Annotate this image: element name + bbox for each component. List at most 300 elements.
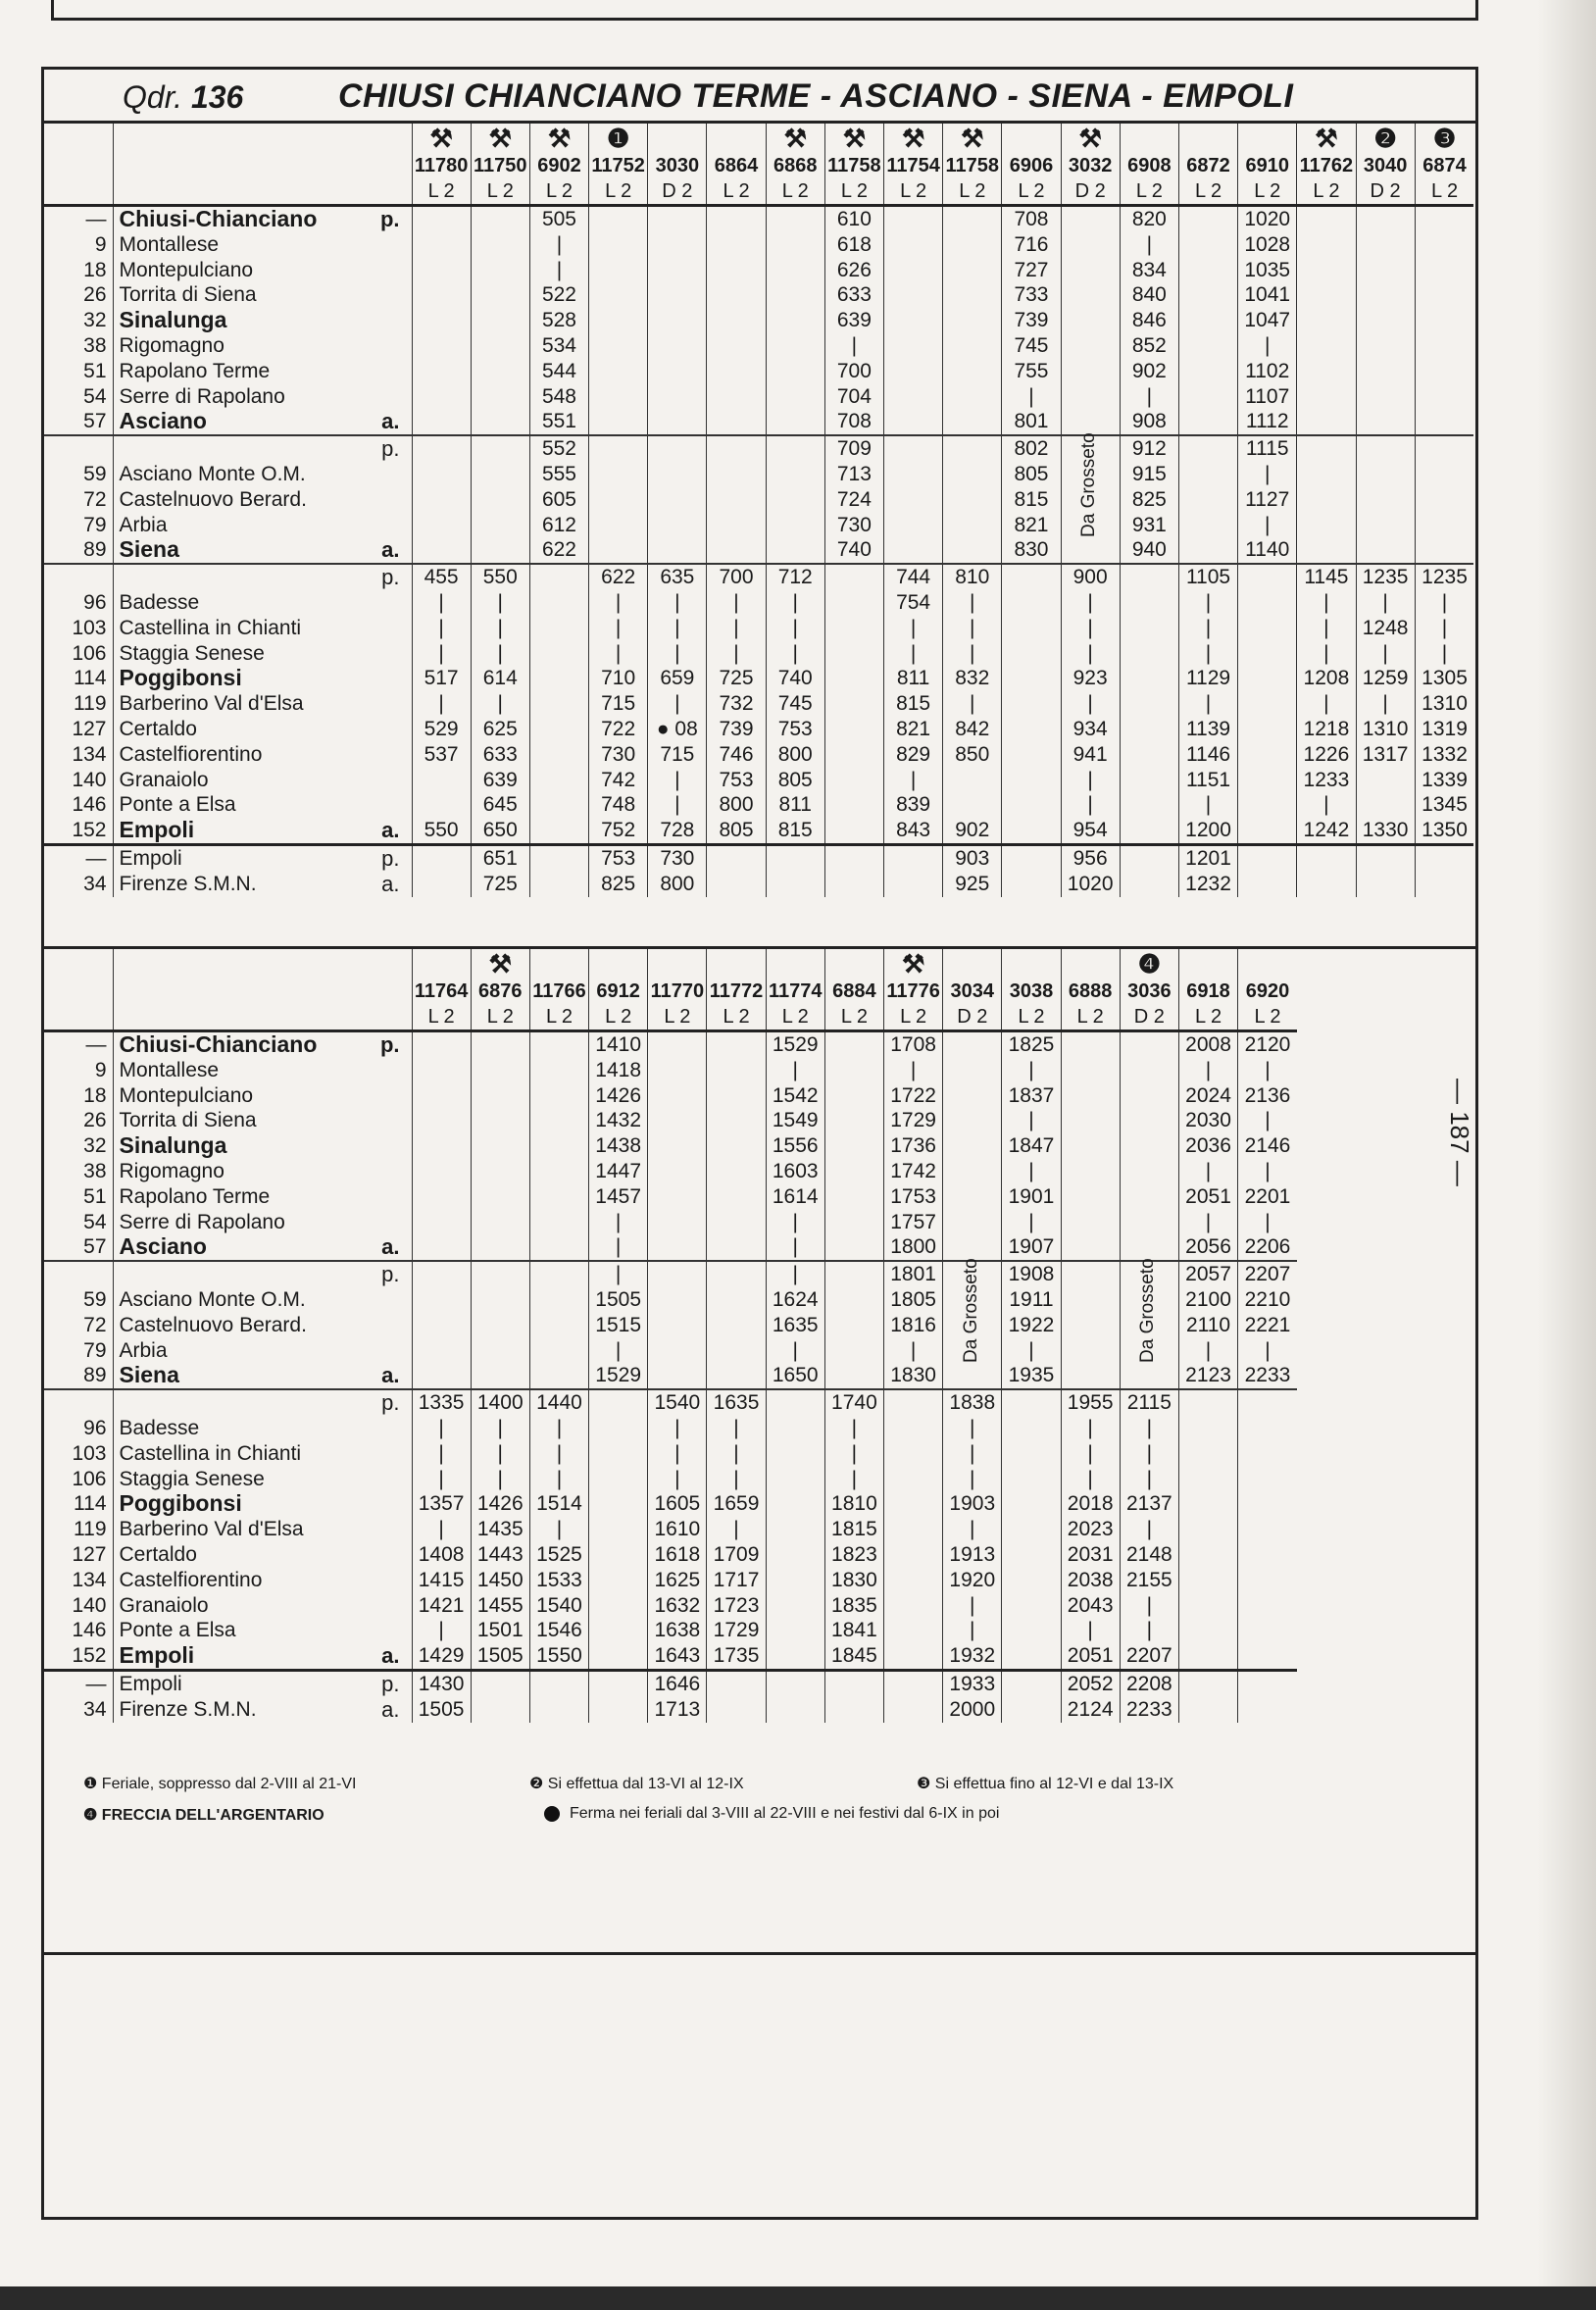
footnote-4: ❹ FRECCIA DELL'ARGENTARIO bbox=[83, 1807, 324, 1824]
time-cell bbox=[766, 435, 824, 462]
time-cell: 852 bbox=[1120, 333, 1178, 359]
time-cell bbox=[943, 1210, 1002, 1235]
train-class: L 2 bbox=[471, 178, 529, 206]
time-cell: 1330 bbox=[1356, 818, 1415, 844]
time-cell bbox=[412, 333, 471, 359]
time-cell bbox=[1297, 872, 1356, 897]
time-cell: 1525 bbox=[529, 1542, 588, 1568]
time-cell: 815 bbox=[766, 818, 824, 844]
time-cell bbox=[824, 768, 883, 793]
time-cell: | bbox=[1061, 1416, 1120, 1441]
time-cell: 1729 bbox=[884, 1108, 943, 1133]
station-label: Siena bbox=[119, 1363, 179, 1388]
time-cell: 1426 bbox=[589, 1083, 648, 1109]
time-cell: 1107 bbox=[1238, 384, 1297, 410]
timetable-row bbox=[44, 308, 1473, 333]
time-cell bbox=[766, 206, 824, 232]
time-cell bbox=[1297, 282, 1356, 308]
time-cell bbox=[943, 792, 1002, 818]
time-cell: 934 bbox=[1061, 717, 1120, 742]
time-cell: 1556 bbox=[766, 1133, 824, 1159]
time-cell bbox=[943, 1184, 1002, 1210]
time-cell: 1830 bbox=[884, 1363, 943, 1389]
time-cell bbox=[1061, 206, 1120, 232]
time-cell bbox=[1415, 513, 1473, 538]
time-cell: 544 bbox=[529, 359, 588, 384]
time-cell bbox=[1297, 537, 1356, 564]
time-cell: 1200 bbox=[1178, 818, 1237, 844]
train-class: L 2 bbox=[1415, 178, 1473, 206]
time-cell: 610 bbox=[824, 206, 883, 232]
time-cell: 753 bbox=[707, 768, 766, 793]
station-label: Castellina in Chianti bbox=[119, 1441, 302, 1465]
station-km: 26 bbox=[83, 283, 107, 307]
time-cell: | bbox=[471, 641, 529, 667]
time-cell bbox=[1120, 1031, 1178, 1058]
time-cell bbox=[529, 1697, 588, 1723]
station-label: Certaldo bbox=[119, 1542, 197, 1566]
time-cell bbox=[884, 282, 943, 308]
time-cell: 1242 bbox=[1297, 818, 1356, 844]
time-cell bbox=[824, 1133, 883, 1159]
time-cell bbox=[1178, 1542, 1237, 1568]
time-cell bbox=[943, 1234, 1002, 1261]
station-name bbox=[113, 333, 412, 359]
train-number: 6864 bbox=[707, 153, 766, 178]
station-name bbox=[113, 1593, 412, 1619]
time-cell bbox=[412, 435, 471, 462]
time-cell bbox=[943, 232, 1002, 258]
time-cell bbox=[1002, 1441, 1061, 1467]
time-cell bbox=[529, 1058, 588, 1083]
time-cell: 1922 bbox=[1002, 1313, 1061, 1338]
time-cell bbox=[1002, 792, 1061, 818]
time-cell bbox=[1061, 258, 1120, 283]
time-cell: 1729 bbox=[707, 1618, 766, 1643]
time-cell: 2023 bbox=[1061, 1517, 1120, 1542]
time-cell: 1447 bbox=[589, 1159, 648, 1184]
station-km bbox=[44, 1389, 113, 1416]
time-cell bbox=[1120, 742, 1178, 768]
time-cell: | bbox=[943, 616, 1002, 641]
time-cell bbox=[1238, 691, 1297, 717]
station-label: Rapolano Terme bbox=[119, 1184, 271, 1208]
time-cell bbox=[529, 768, 588, 793]
time-cell bbox=[707, 1338, 766, 1364]
time-cell: 1438 bbox=[589, 1133, 648, 1159]
time-cell: 1646 bbox=[648, 1670, 707, 1696]
time-cell bbox=[707, 513, 766, 538]
station-km: 96 bbox=[83, 590, 107, 614]
time-cell: 1435 bbox=[471, 1517, 529, 1542]
train-symbol bbox=[412, 949, 471, 979]
time-cell bbox=[1061, 1083, 1120, 1109]
time-cell: 605 bbox=[529, 487, 588, 513]
time-cell: 1825 bbox=[1002, 1031, 1061, 1058]
time-cell bbox=[1356, 409, 1415, 435]
time-cell: 956 bbox=[1061, 844, 1120, 871]
symbol-row bbox=[44, 949, 1297, 979]
station-km: 96 bbox=[83, 1416, 107, 1439]
station-label: Asciano Monte O.M. bbox=[119, 462, 306, 485]
time-cell: 1319 bbox=[1415, 717, 1473, 742]
time-cell: 1529 bbox=[766, 1031, 824, 1058]
station-label: Empoli bbox=[119, 846, 182, 870]
time-cell: 1635 bbox=[766, 1313, 824, 1338]
time-cell bbox=[471, 435, 529, 462]
time-cell bbox=[1002, 590, 1061, 616]
train-symbol bbox=[1002, 949, 1061, 979]
time-cell bbox=[1061, 1031, 1120, 1058]
time-cell: 2115 bbox=[1120, 1389, 1178, 1416]
station-name bbox=[113, 1031, 412, 1058]
time-cell bbox=[1178, 282, 1237, 308]
time-cell bbox=[884, 308, 943, 333]
time-cell bbox=[766, 1441, 824, 1467]
time-cell bbox=[1178, 487, 1237, 513]
time-cell: | bbox=[648, 1441, 707, 1467]
time-cell bbox=[589, 384, 648, 410]
station-name bbox=[113, 232, 412, 258]
train-class: L 2 bbox=[1061, 1004, 1120, 1031]
time-cell: 1112 bbox=[1238, 409, 1297, 435]
station-name bbox=[113, 258, 412, 283]
time-cell: 839 bbox=[884, 792, 943, 818]
time-cell: | bbox=[412, 691, 471, 717]
train-class: L 2 bbox=[884, 178, 943, 206]
time-cell bbox=[943, 1363, 1002, 1389]
time-cell: 740 bbox=[766, 666, 824, 691]
time-cell bbox=[589, 1389, 648, 1416]
time-cell bbox=[589, 1416, 648, 1441]
time-cell bbox=[766, 1593, 824, 1619]
time-cell bbox=[589, 333, 648, 359]
time-cell bbox=[1061, 1287, 1120, 1313]
time-cell bbox=[412, 513, 471, 538]
time-cell bbox=[1178, 1643, 1237, 1670]
station-name bbox=[113, 435, 412, 462]
time-cell: 1226 bbox=[1297, 742, 1356, 768]
station-label: Granaiolo bbox=[119, 768, 209, 791]
time-cell: | bbox=[1415, 641, 1473, 667]
time-cell bbox=[1238, 1491, 1297, 1517]
station-name bbox=[113, 818, 412, 844]
time-cell bbox=[1238, 1441, 1297, 1467]
time-cell bbox=[589, 1467, 648, 1492]
footnote-dot-text: Ferma nei feriali dal 3-VIII al 22-VIII e nei festivi dal 6-IX in poi bbox=[570, 1805, 1000, 1822]
train-number: 11754 bbox=[884, 153, 943, 178]
time-cell: 1650 bbox=[766, 1363, 824, 1389]
time-cell: 810 bbox=[943, 564, 1002, 590]
time-cell bbox=[884, 1389, 943, 1416]
time-cell bbox=[1120, 1108, 1178, 1133]
time-cell: 1146 bbox=[1178, 742, 1237, 768]
time-cell: 704 bbox=[824, 384, 883, 410]
time-cell bbox=[589, 1697, 648, 1723]
station-km: 127 bbox=[72, 1542, 107, 1566]
time-cell: | bbox=[943, 1593, 1002, 1619]
time-cell bbox=[471, 1133, 529, 1159]
time-cell bbox=[1415, 537, 1473, 564]
time-cell bbox=[1356, 435, 1415, 462]
time-cell: | bbox=[589, 616, 648, 641]
timetable-row bbox=[44, 359, 1473, 384]
time-cell bbox=[707, 308, 766, 333]
time-cell: 1542 bbox=[766, 1083, 824, 1109]
time-cell: ● 08 bbox=[648, 717, 707, 742]
station-name bbox=[113, 1542, 412, 1568]
time-cell: | bbox=[766, 1338, 824, 1364]
time-cell bbox=[1297, 409, 1356, 435]
time-cell bbox=[824, 872, 883, 897]
station-label: Staggia Senese bbox=[119, 641, 265, 665]
time-cell: 712 bbox=[766, 564, 824, 590]
time-cell: 931 bbox=[1120, 513, 1178, 538]
time-cell: | bbox=[529, 1467, 588, 1492]
time-cell bbox=[824, 844, 883, 871]
time-cell: 1603 bbox=[766, 1159, 824, 1184]
time-cell bbox=[1356, 792, 1415, 818]
time-cell bbox=[1002, 742, 1061, 768]
time-cell bbox=[589, 1593, 648, 1619]
time-cell: 612 bbox=[529, 513, 588, 538]
time-cell bbox=[412, 462, 471, 487]
train-symbol bbox=[1238, 124, 1297, 153]
station-km: 72 bbox=[83, 1313, 107, 1336]
time-cell bbox=[824, 1287, 883, 1313]
station-name bbox=[113, 1108, 412, 1133]
time-cell: 1835 bbox=[824, 1593, 883, 1619]
time-cell bbox=[1238, 616, 1297, 641]
train-symbol bbox=[648, 949, 707, 979]
time-cell bbox=[1178, 1416, 1237, 1441]
train-symbol bbox=[766, 949, 824, 979]
time-cell: 2043 bbox=[1061, 1593, 1120, 1619]
time-cell bbox=[1061, 1313, 1120, 1338]
time-cell: 2051 bbox=[1178, 1184, 1237, 1210]
time-cell: | bbox=[471, 1467, 529, 1492]
time-cell bbox=[1002, 1542, 1061, 1568]
time-cell bbox=[943, 384, 1002, 410]
time-cell: 730 bbox=[589, 742, 648, 768]
station-name bbox=[113, 1697, 412, 1723]
time-cell: 710 bbox=[589, 666, 648, 691]
time-cell: | bbox=[1120, 1517, 1178, 1542]
arrival-departure-mark: p. bbox=[381, 436, 400, 462]
arrival-departure-mark: a. bbox=[381, 1643, 400, 1669]
time-cell: 618 bbox=[824, 232, 883, 258]
time-cell: 1218 bbox=[1297, 717, 1356, 742]
time-cell bbox=[529, 1234, 588, 1261]
time-cell bbox=[1061, 1133, 1120, 1159]
time-cell bbox=[1415, 333, 1473, 359]
time-cell: 2057 bbox=[1178, 1261, 1237, 1287]
time-cell: 1920 bbox=[943, 1568, 1002, 1593]
station-label: Serre di Rapolano bbox=[119, 384, 285, 408]
time-cell: 1201 bbox=[1178, 844, 1237, 871]
station-label: Firenze S.M.N. bbox=[119, 1697, 257, 1721]
time-cell bbox=[707, 435, 766, 462]
station-km: 119 bbox=[74, 1518, 107, 1541]
time-cell: 801 bbox=[1002, 409, 1061, 435]
station-name bbox=[113, 1467, 412, 1492]
time-cell: 954 bbox=[1061, 818, 1120, 844]
symbol-row bbox=[44, 124, 1473, 153]
corner-cell bbox=[113, 124, 412, 153]
time-cell bbox=[589, 1491, 648, 1517]
time-cell bbox=[707, 1261, 766, 1287]
train-symbol bbox=[1120, 124, 1178, 153]
time-cell: | bbox=[1238, 333, 1297, 359]
time-cell: | bbox=[471, 691, 529, 717]
time-cell bbox=[471, 409, 529, 435]
time-cell bbox=[766, 1697, 824, 1723]
time-cell bbox=[1061, 232, 1120, 258]
time-cell: 1801 bbox=[884, 1261, 943, 1287]
time-cell: 1345 bbox=[1415, 792, 1473, 818]
time-cell bbox=[529, 666, 588, 691]
station-km: 59 bbox=[83, 1287, 107, 1311]
train-class: L 2 bbox=[589, 178, 648, 206]
time-cell: 821 bbox=[884, 717, 943, 742]
time-cell: | bbox=[943, 1441, 1002, 1467]
time-cell bbox=[884, 1416, 943, 1441]
time-cell bbox=[589, 462, 648, 487]
time-cell bbox=[1178, 513, 1237, 538]
timetable-row bbox=[44, 1058, 1297, 1083]
time-cell bbox=[1415, 282, 1473, 308]
train-class-row bbox=[44, 178, 1473, 206]
arrival-departure-mark: a. bbox=[381, 1696, 400, 1722]
timetable-row bbox=[44, 1031, 1297, 1058]
time-cell: 800 bbox=[766, 742, 824, 768]
arrival-departure-mark: a. bbox=[381, 1363, 400, 1388]
station-name bbox=[113, 717, 412, 742]
timetable-row bbox=[44, 717, 1473, 742]
time-cell: 2031 bbox=[1061, 1542, 1120, 1568]
train-class: L 2 bbox=[943, 178, 1002, 206]
time-cell: 552 bbox=[529, 435, 588, 462]
time-cell: 753 bbox=[766, 717, 824, 742]
time-cell bbox=[1002, 1389, 1061, 1416]
time-cell bbox=[471, 1159, 529, 1184]
time-cell bbox=[1178, 537, 1237, 564]
time-cell bbox=[1178, 409, 1237, 435]
time-cell: 800 bbox=[648, 872, 707, 897]
time-cell bbox=[648, 1133, 707, 1159]
time-cell bbox=[1178, 1467, 1237, 1492]
time-cell bbox=[471, 537, 529, 564]
station-km: 18 bbox=[83, 1083, 107, 1107]
time-cell: 1740 bbox=[824, 1389, 883, 1416]
time-cell: | bbox=[589, 1338, 648, 1364]
time-cell: 732 bbox=[707, 691, 766, 717]
time-cell bbox=[824, 717, 883, 742]
arrival-departure-mark: a. bbox=[381, 537, 400, 563]
time-cell bbox=[766, 487, 824, 513]
time-cell bbox=[412, 1261, 471, 1287]
station-name bbox=[113, 1618, 412, 1643]
time-cell: | bbox=[589, 590, 648, 616]
station-name bbox=[113, 487, 412, 513]
time-cell: 754 bbox=[884, 590, 943, 616]
time-cell bbox=[707, 462, 766, 487]
train-class: D 2 bbox=[648, 178, 707, 206]
time-cell bbox=[766, 1389, 824, 1416]
time-cell bbox=[471, 258, 529, 283]
time-cell: 832 bbox=[943, 666, 1002, 691]
time-cell: 805 bbox=[766, 768, 824, 793]
time-cell bbox=[1238, 590, 1297, 616]
time-cell bbox=[529, 691, 588, 717]
time-cell bbox=[1297, 333, 1356, 359]
station-label: Poggibonsi bbox=[119, 666, 242, 691]
time-cell bbox=[412, 1234, 471, 1261]
time-cell: 517 bbox=[412, 666, 471, 691]
time-cell: 1709 bbox=[707, 1542, 766, 1568]
time-cell: | bbox=[884, 616, 943, 641]
time-cell bbox=[1120, 792, 1178, 818]
time-cell: 1432 bbox=[589, 1108, 648, 1133]
time-cell: 725 bbox=[471, 872, 529, 897]
timetable-row bbox=[44, 1491, 1297, 1517]
train-class: L 2 bbox=[824, 1004, 883, 1031]
time-cell: 1335 bbox=[412, 1389, 471, 1416]
time-cell: 2018 bbox=[1061, 1491, 1120, 1517]
time-cell bbox=[824, 1083, 883, 1109]
time-cell bbox=[884, 384, 943, 410]
time-cell bbox=[471, 1287, 529, 1313]
time-cell: 651 bbox=[471, 844, 529, 871]
time-cell bbox=[824, 691, 883, 717]
station-label: Montepulciano bbox=[119, 258, 254, 281]
station-km: 114 bbox=[74, 1492, 107, 1516]
time-cell: | bbox=[1297, 691, 1356, 717]
time-cell bbox=[707, 1363, 766, 1389]
time-cell: 1659 bbox=[707, 1491, 766, 1517]
time-cell: 1208 bbox=[1297, 666, 1356, 691]
time-cell: 746 bbox=[707, 742, 766, 768]
timetable-row bbox=[44, 1133, 1297, 1159]
time-cell bbox=[1002, 666, 1061, 691]
time-cell bbox=[943, 308, 1002, 333]
time-cell bbox=[589, 206, 648, 232]
arrival-departure-mark: p. bbox=[379, 1032, 400, 1057]
time-cell: | bbox=[1356, 641, 1415, 667]
time-cell: | bbox=[707, 1441, 766, 1467]
time-cell bbox=[648, 513, 707, 538]
time-cell: 1028 bbox=[1238, 232, 1297, 258]
station-label: Siena bbox=[119, 537, 179, 563]
time-cell bbox=[1120, 1363, 1178, 1389]
time-cell: 1317 bbox=[1356, 742, 1415, 768]
time-cell bbox=[943, 1108, 1002, 1133]
time-cell: 811 bbox=[766, 792, 824, 818]
time-cell bbox=[707, 258, 766, 283]
time-cell bbox=[1297, 258, 1356, 283]
time-cell: | bbox=[1178, 1338, 1237, 1364]
time-cell: 1102 bbox=[1238, 359, 1297, 384]
timetable-row bbox=[44, 333, 1473, 359]
time-cell bbox=[1002, 691, 1061, 717]
station-label: Arbia bbox=[119, 1338, 168, 1362]
time-cell bbox=[766, 308, 824, 333]
time-cell: | bbox=[412, 1618, 471, 1643]
timetable-row bbox=[44, 1234, 1297, 1261]
qdr-label: Qdr. bbox=[123, 79, 183, 115]
train-number: 6884 bbox=[824, 979, 883, 1004]
timetable-row bbox=[44, 691, 1473, 717]
